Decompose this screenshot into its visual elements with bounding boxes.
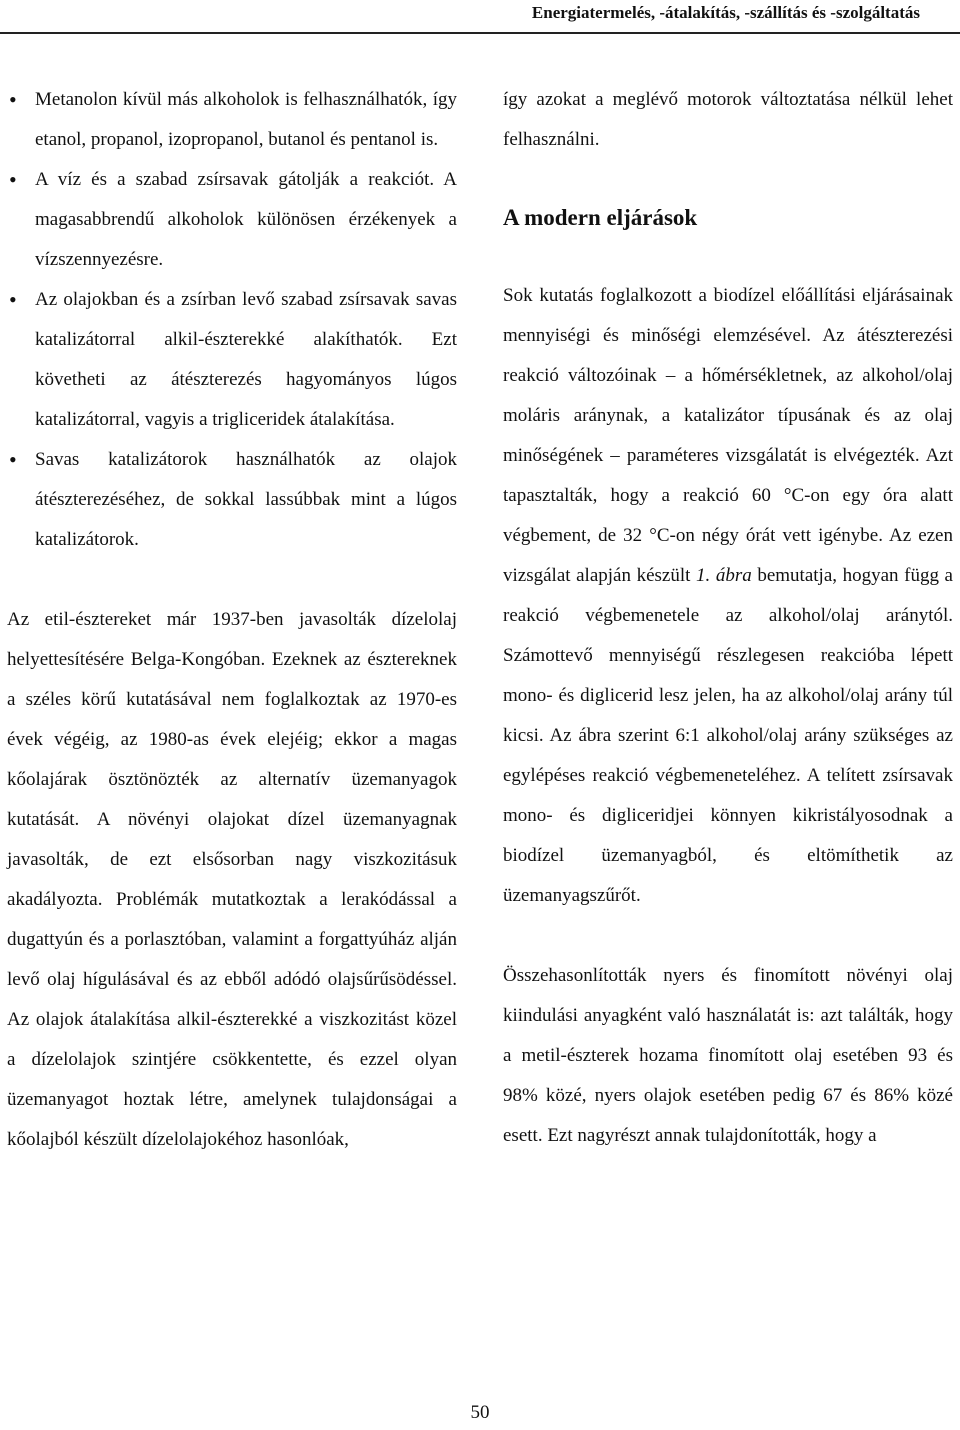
body-paragraph: Az etil-észtereket már 1937-ben javasolták dízelolaj helyettesítésére Belga-Kongóban. Ezeknek az észtereknek a széles körű kutatásával nem foglalkoztak az 1970-es évek végéig, az 1980-as évek elejéig; ekkor a magas kőolajárak ösztönözték az alternatív üzemanyagok kutatását. A növényi olajokat dízel üzemanyagnak javasolták, de ezt elsősorban nagy viszkozitásuk akadályozta. Problémák mutatkoztak a lerakódással a dugattyún és a porlasztóban, valamint a forgattyúház alján levő olaj hígulásával és az ebből adódó olajsűrűsödéssel. Az olajok átalakítása alkil-észterekké a viszkozitást közel a dízelolajok szintjére csökkentette, és ezzel olyan üzemanyagot hoztak létre, amelynek tulajdonságai a kőolajból készült dízelolajokéhoz hasonlóak,	[7, 609, 457, 1150]
running-header	[0, 0, 960, 30]
right-column	[503, 80, 953, 1156]
paragraph-text: bemutatja, hogyan függ a reakció végbemenetele az alkohol/olaj aránytól. Számottevő mennyiségű részlegesen reakcióba lépett mono- és diglicerid lesz jelen, ha az alkohol/olaj arány túl kicsi. Az ábra szerint 6:1 alkohol/olaj arány szükséges az egylépéses reakció végbemeneteléhez. A telített zsírsavak mono- és digliceridjei könnyen kikristályosodnak a biodízel üzemanyagból, és eltömíthetik az üzemanyagszűrőt.	[503, 565, 953, 906]
bullet-item: • Savas katalizátorok használhatók az olajok átészterezéséhez, de sokkal lassúbbak mint a lúgos katalizátorok.	[7, 440, 457, 560]
header-rule	[0, 32, 960, 34]
bullet-item: • A víz és a szabad zsírsavak gátolják a reakciót. A magasabbrendű alkoholok különösen érzékenyek a vízszennyezésre.	[7, 160, 457, 280]
bullet-item: • Metanolon kívül más alkoholok is felhasználhatók, így etanol, propanol, izopropanol, butanol és pentanol is.	[7, 80, 457, 160]
continuation-paragraph: így azokat a meglévő motorok változtatása nélkül lehet felhasználni.	[503, 89, 953, 150]
body-paragraph	[503, 276, 953, 916]
paragraph-spacer	[7, 560, 457, 600]
section-heading: A modern eljárások	[503, 205, 698, 230]
left-column	[7, 80, 457, 1160]
figure-reference: 1. ábra	[696, 565, 752, 586]
bullet-item: • Az olajokban és a zsírban levő szabad zsírsavak savas katalizátorral alkil-észterekké alakíthatók. Ezt követheti az átészterezés hagyományos lúgos katalizátorral, vagyis a trigliceridek átalakítása.	[7, 280, 457, 440]
paragraph-text: Sok kutatás foglalkozott a biodízel előállítási eljárásainak mennyiségi és minőségi elemzésével. Az átészterezési reakció változóinak – a hőmérsékletnek, az alkohol/olaj moláris aránynak, a katalizátor típusának és az olaj minőségének – paraméteres vizsgálatát is elvégezték. Azt tapasztalták, hogy a reakció 60 °C-on egy óra alatt végbement, de 32 °C-on négy órát vett igénybe. Az ezen vizsgálat alapján készült	[503, 285, 953, 586]
page-number: 50	[470, 1402, 490, 1423]
body-paragraph: Összehasonlították nyers és finomított növényi olaj kiindulási anyagként való használatát is: azt találták, hogy a metil-észterek hozama finomított olaj esetében 93 és 98% közé, nyers olajok esetében pedig 67 és 86% közé esett. Ezt nagyrészt annak tulajdonították, hogy a	[503, 965, 953, 1146]
paragraph-spacer	[503, 916, 953, 956]
running-header-title: Energiatermelés, -átalakítás, -szállítás és -szolgáltatás	[531, 3, 920, 22]
bullet-list	[7, 80, 457, 560]
